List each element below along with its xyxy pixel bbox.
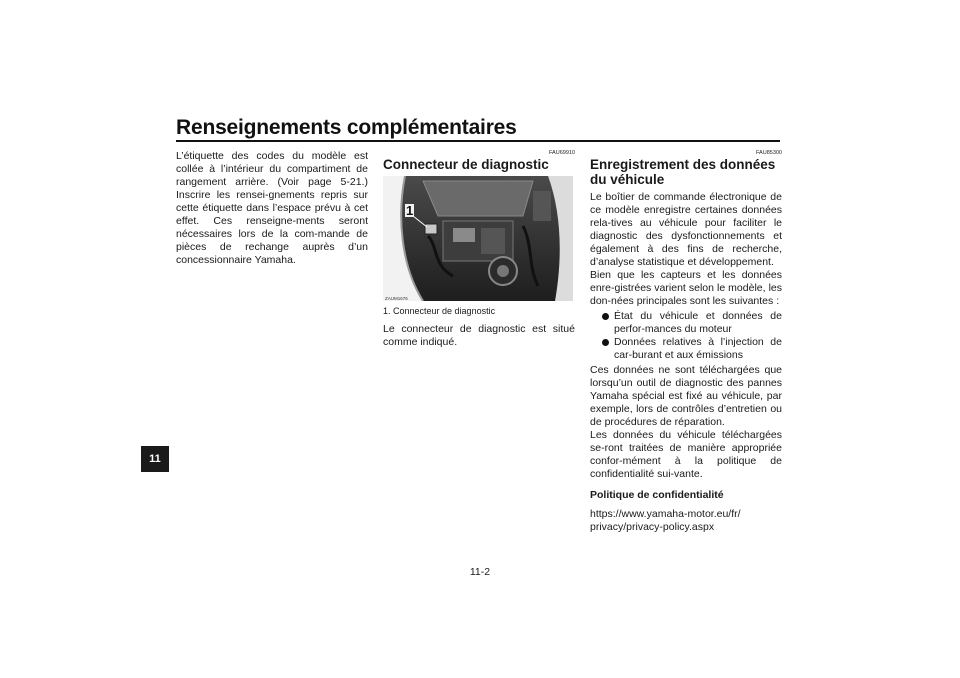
photo-caption: 1. Connecteur de diagnostic bbox=[383, 306, 496, 316]
privacy-policy-heading: Politique de confidentialité bbox=[590, 489, 724, 501]
section-ref-code: FAU69910 bbox=[549, 150, 575, 156]
photo-illustration bbox=[383, 176, 573, 301]
list-item: État du véhicule et données de perfor-mances du moteur bbox=[590, 310, 782, 336]
data-paragraph-3: Ces données ne sont téléchargées que lorsqu’un outil de diagnostic des pannes Yamaha spécial est fixé au véhicule, par exemple, lors de contrôles d’entretien ou de procédures de réparation. bbox=[590, 364, 782, 428]
page-title: Renseignements complémentaires bbox=[176, 116, 517, 139]
privacy-url-line-1[interactable]: https://www.yamaha-motor.eu/fr/ bbox=[590, 508, 741, 520]
data-paragraph-2: Bien que les capteurs et les données enre-gistrées varient selon le modèle, les don-nées principales sont les suivantes : bbox=[590, 269, 782, 307]
bullet-icon bbox=[602, 313, 609, 320]
column-left bbox=[176, 150, 368, 267]
section-title-diagnostic: Connecteur de diagnostic bbox=[383, 157, 549, 172]
list-item: Données relatives à l’injection de car-burant et aux émissions bbox=[590, 336, 782, 362]
model-label-paragraph: L’étiquette des codes du modèle est collée à l’intérieur du compartiment de rangement arrière. (Voir page 5-21.) Inscrire les rensei-gnements repris sur cette étiquette dans l’espace prévu à cet effet. Ces renseigne-ments seront nécessaires lors de la com-mande de pièces de rechange auprès d’un concessionnaire Yamaha. bbox=[176, 150, 368, 266]
header-rule bbox=[176, 140, 780, 142]
diagnostic-paragraph: Le connecteur de diagnostic est situé comme indiqué. bbox=[383, 323, 575, 348]
section-ref-code-2: FAU85300 bbox=[756, 150, 782, 156]
diagnostic-connector-photo bbox=[383, 176, 573, 301]
privacy-url-line-2[interactable]: privacy/privacy-policy.aspx bbox=[590, 521, 715, 533]
photo-callout-number: 1 bbox=[406, 203, 414, 218]
data-paragraph-1: Le boîtier de commande électronique de ce modèle enregistre certaines données rela-tives au véhicule pour faciliter le diagnostic des dysfonctionnements et également à des fins de recherche, d’analyse statistique et développement. bbox=[590, 191, 782, 268]
bullet-icon bbox=[602, 339, 609, 346]
data-paragraph-4: Les données du véhicule téléchargées se-ront traitées de manière appropriée confor-mément à la politique de confidentialité sui-vante. bbox=[590, 429, 782, 480]
data-bullet-list bbox=[590, 310, 782, 362]
column-middle bbox=[383, 150, 575, 349]
photo-code: ZAUM1676 bbox=[385, 296, 408, 301]
chapter-tab: 11 bbox=[141, 446, 169, 472]
column-right bbox=[590, 150, 782, 534]
section-title-data-recording: Enregistrement des données du véhicule bbox=[590, 157, 776, 187]
page-number: 11-2 bbox=[469, 566, 491, 578]
